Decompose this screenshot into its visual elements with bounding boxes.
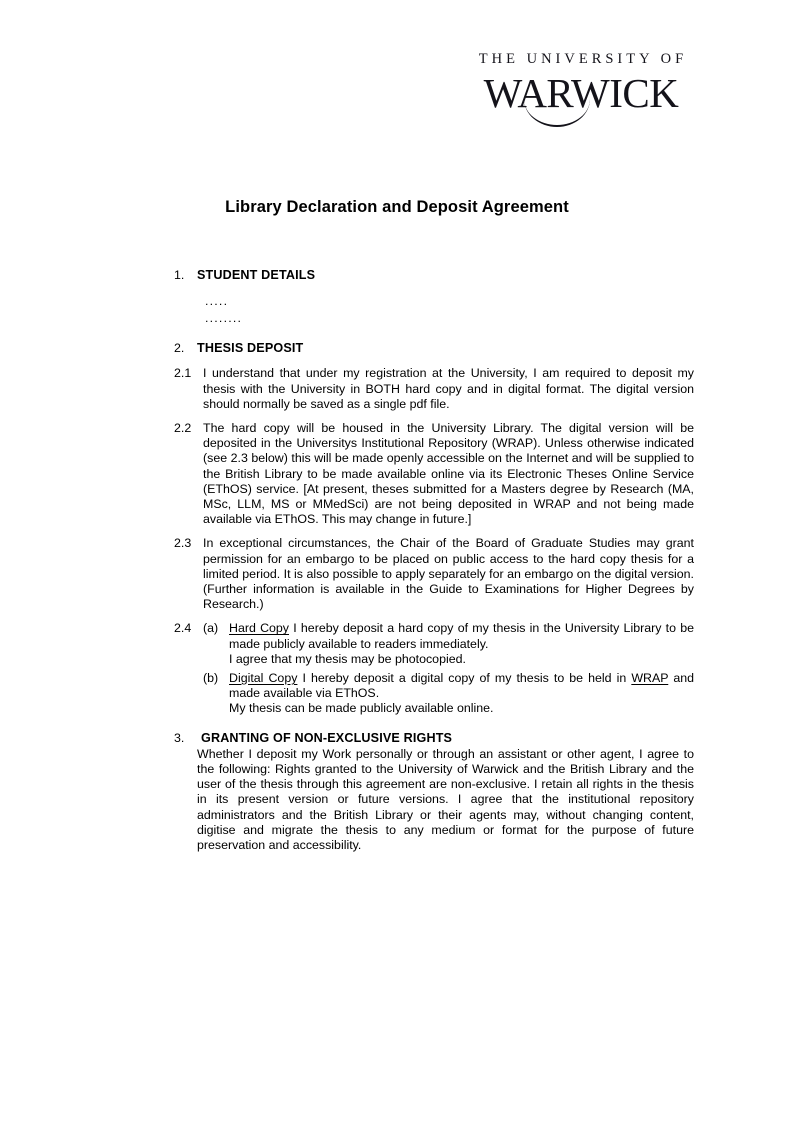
student-details-placeholders bbox=[174, 293, 694, 327]
clause-text: The hard copy will be housed in the University Library. The digital version will be deposited in the Universitys Institutional Repository (WRAP). Unless otherwise indicated (see 2.3 below) this will be made openly accessible on the Internet and will be supplied to the British Library to be made available online via its Electronic Theses Online Service (EThOS) service. [At present, theses submitted for a Masters degree by Research (MA, MSc, LLM, MS or MMedSci) are not being deposited in WRAP and not being made available via EThOS. This may change in future.] bbox=[203, 421, 694, 527]
clause-2-1 bbox=[174, 366, 694, 412]
option-text-underlined-wrap: WRAP bbox=[631, 671, 669, 686]
section-3-body bbox=[174, 747, 694, 853]
option-label-digital-copy: Digital Copy bbox=[229, 671, 298, 686]
option-secondary-text: I agree that my thesis may be photocopied. bbox=[229, 651, 466, 666]
logo-wordmark-wrap bbox=[466, 69, 696, 116]
section-title: STUDENT DETAILS bbox=[197, 268, 316, 282]
option-body bbox=[229, 671, 694, 717]
clause-number: 2.3 bbox=[174, 536, 192, 551]
option-label-hard-copy: Hard Copy bbox=[229, 621, 290, 636]
option-letter: (b) bbox=[203, 671, 219, 686]
option-secondary-text: My thesis can be made publicly available online. bbox=[229, 701, 494, 716]
option-text: I hereby deposit a hard copy of my thesis in the University Library to be made publicly available to readers immediately. bbox=[229, 621, 694, 651]
clause-number: 2.4 bbox=[174, 621, 192, 636]
section-3-paragraph: Whether I deposit my Work personally or through an assistant or other agent, I agree to the following: Rights granted to the University of Warwick and the British Library and the user of the thesis through this agreement are non-exclusive. I retain all rights in the thesis in its present version or future versions. I agree that the institutional repository administrators and the British Library or their agents may, without changing content, digitise and migrate the thesis to any medium or format for the purpose of future preservation and accessibility. bbox=[197, 746, 694, 853]
section-number: 1. bbox=[174, 268, 185, 282]
clause-2-3 bbox=[174, 536, 694, 612]
placeholder-line-1: ..... bbox=[205, 294, 229, 309]
clause-2-4 bbox=[174, 621, 694, 716]
option-text: I hereby deposit a digital copy of my thesis to be held in bbox=[297, 671, 632, 686]
clause-text: I understand that under my registration at the University, I am required to deposit my thesis with the University in BOTH hard copy and in digital format. The digital version should normally be saved as a single pdf file. bbox=[203, 366, 694, 411]
option-body bbox=[229, 621, 694, 667]
warwick-logo bbox=[466, 52, 696, 114]
section-heading-student-details bbox=[174, 268, 694, 283]
clause-number: 2.1 bbox=[174, 366, 192, 381]
logo-university-text: THE UNIVERSITY OF bbox=[478, 51, 688, 67]
section-title: THESIS DEPOSIT bbox=[197, 341, 304, 356]
section-number: 3. bbox=[174, 730, 185, 745]
document-body bbox=[174, 268, 694, 853]
clause-number: 2.2 bbox=[174, 421, 192, 436]
section-title: GRANTING OF NON-EXCLUSIVE RIGHTS bbox=[201, 730, 453, 745]
option-digital-copy[interactable] bbox=[203, 671, 694, 717]
option-hard-copy[interactable] bbox=[203, 621, 694, 667]
placeholder-line-2: ........ bbox=[205, 311, 243, 326]
page-title: Library Declaration and Deposit Agreement bbox=[225, 198, 569, 216]
clause-options bbox=[203, 621, 694, 716]
logo-warwick-wordmark: WARWICK bbox=[483, 69, 679, 116]
clause-text: In exceptional circumstances, the Chair of the Board of Graduate Studies may grant permission for an embargo to be placed on public access to the hard copy thesis for a limited period. It is also possible to apply separately for an embargo on the digital version. (Further information is available in the Guide to Examinations for Higher Degrees by Research.) bbox=[203, 536, 694, 612]
section-number: 2. bbox=[174, 341, 185, 356]
option-letter: (a) bbox=[203, 621, 219, 636]
section-heading-granting-rights bbox=[174, 731, 694, 746]
option-text-after: and made available via EThOS. bbox=[229, 671, 694, 701]
clause-2-2 bbox=[174, 421, 694, 527]
section-heading-thesis-deposit bbox=[174, 341, 694, 356]
